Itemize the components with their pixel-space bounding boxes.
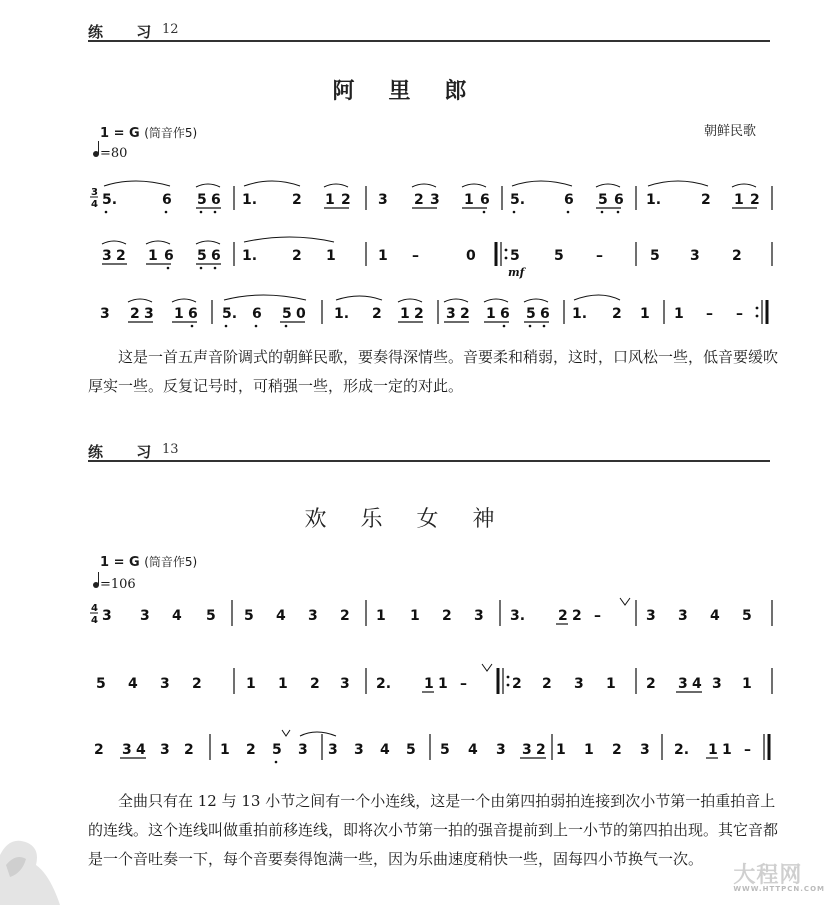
song-title-ode-to-joy: 欢乐女神 <box>304 507 529 532</box>
note: 6 <box>614 192 624 208</box>
exercise-13-description: 全曲只有在 12 与 13 小节之间有一个小连线，这是一个由第四拍弱拍连接到次小节第一拍重拍音上的连线。这个连线叫做重拍前移连线，即将次小节第一拍的强音提前到上一小节的第四拍出现。其它音都是一个音吐奏一下，每个音要奏得饱满一些，因为乐曲速度稍快一些，固每四小节换气一次。 <box>88 792 779 868</box>
notation-svg <box>90 596 775 636</box>
note: 3 <box>640 742 650 758</box>
note: 1 <box>278 676 288 692</box>
note: 3 <box>378 192 388 208</box>
staff-line <box>90 234 775 279</box>
slurs <box>128 295 620 302</box>
notation-svg <box>90 234 775 278</box>
note: 1 <box>606 676 616 692</box>
note: 5 <box>244 608 254 624</box>
note: 2. <box>376 676 392 692</box>
tempo-value: =106 <box>100 577 136 592</box>
note: 5 <box>406 742 416 758</box>
note: 1 <box>410 608 420 624</box>
tie <box>300 732 336 736</box>
key-text: 1 = G <box>100 126 140 141</box>
note: – <box>744 742 751 758</box>
note: 1 <box>400 306 410 322</box>
note: 1 <box>246 676 256 692</box>
note: 4 <box>276 608 286 624</box>
slurs <box>102 237 334 244</box>
note: 2 <box>292 192 302 208</box>
note: 3 <box>574 676 584 692</box>
note: 2 <box>341 192 351 208</box>
note: 2 <box>732 248 742 264</box>
note: 1. <box>242 248 258 264</box>
note: 5 <box>742 608 752 624</box>
note: 1 <box>464 192 474 208</box>
notation-svg <box>90 664 775 704</box>
note: – <box>596 248 603 264</box>
note: 6 <box>564 192 574 208</box>
note: 0 <box>466 248 476 264</box>
note: 2 <box>572 608 582 624</box>
note: 6 <box>252 306 262 322</box>
note: 0 <box>296 306 306 322</box>
note: 1 <box>220 742 230 758</box>
note: 5 <box>526 306 536 322</box>
exercise-label: 练 习 <box>88 23 166 41</box>
note: 4 <box>128 676 138 692</box>
tempo-marking <box>93 577 136 592</box>
note: 2. <box>674 742 690 758</box>
note: 2 <box>512 676 522 692</box>
note: 1. <box>334 306 350 322</box>
staff-line <box>90 596 775 636</box>
note: – <box>460 676 467 692</box>
note: 4 <box>710 608 720 624</box>
note: 6 <box>188 306 198 322</box>
exercise-12-description: 这是一首五声音阶调式的朝鲜民歌，要奏得深情些。音要柔和稍弱，这时，口风松一些，低音要缓吹厚实一些。反复记号时，可稍强一些，形成一定的对此。 <box>88 348 779 395</box>
header-rule <box>88 460 770 462</box>
note: 3 <box>122 742 132 758</box>
breath-mark <box>620 598 630 605</box>
note: 3 <box>160 742 170 758</box>
note: – <box>736 306 743 322</box>
note: 2 <box>340 608 350 624</box>
staff-line <box>90 664 775 704</box>
time-sig-top: 4 <box>91 603 98 614</box>
note: 3 <box>102 248 112 264</box>
exercise-13-header <box>88 441 770 459</box>
watermark <box>733 858 825 893</box>
key-signature <box>100 124 197 141</box>
tempo-value: =80 <box>100 146 128 161</box>
note: 3 <box>646 608 656 624</box>
note: 3 <box>298 742 308 758</box>
note: 3 <box>328 742 338 758</box>
song-title-arirang: 阿里郎 <box>332 79 501 104</box>
exercise-number: 13 <box>162 442 179 457</box>
notation-svg <box>90 730 775 770</box>
note: 5 <box>554 248 564 264</box>
note: 1 <box>325 192 335 208</box>
note: 1 <box>376 608 386 624</box>
key-text: 1 = G <box>100 555 140 570</box>
note: 1 <box>742 676 752 692</box>
note: 4 <box>136 742 146 758</box>
note: 6 <box>211 248 221 264</box>
composer: 朝鲜民歌 <box>704 124 757 139</box>
watermark-text: 大程网 <box>733 863 803 888</box>
note: 5 <box>510 248 520 264</box>
breath-mark <box>282 730 290 736</box>
note: – <box>412 248 419 264</box>
note: 1. <box>242 192 258 208</box>
note: 3 <box>102 608 112 624</box>
note: 6 <box>540 306 550 322</box>
note: 2 <box>372 306 382 322</box>
note: 2 <box>558 608 568 624</box>
music-notes <box>102 186 772 210</box>
note: 1 <box>326 248 336 264</box>
key-signature <box>100 553 197 570</box>
note: 6 <box>162 192 172 208</box>
watermark-sub: WWW.HTTPCN.COM <box>733 885 825 893</box>
note: 1. <box>646 192 662 208</box>
exercise-label: 练 习 <box>88 443 166 461</box>
note: 1 <box>424 676 434 692</box>
note: 2 <box>116 248 126 264</box>
note: 5. <box>102 192 118 208</box>
tempo-marking <box>93 146 127 161</box>
note: 2 <box>310 676 320 692</box>
note: 3 <box>308 608 318 624</box>
notation-svg <box>90 292 775 332</box>
note: 1 <box>438 676 448 692</box>
note: 3 <box>522 742 532 758</box>
slurs <box>104 181 756 187</box>
note: 4 <box>172 608 182 624</box>
note: 2 <box>542 676 552 692</box>
octave-dots <box>191 325 546 328</box>
exercise-number: 12 <box>162 22 179 37</box>
octave-dots <box>105 211 620 214</box>
note: 6 <box>211 192 221 208</box>
note: 4 <box>692 676 702 692</box>
notation-svg <box>90 176 775 216</box>
note: 6 <box>480 192 490 208</box>
note: 1 <box>556 742 566 758</box>
note: 3 <box>160 676 170 692</box>
note: 5 <box>197 248 207 264</box>
staff-line <box>90 292 775 332</box>
note: 1 <box>486 306 496 322</box>
note: 5 <box>440 742 450 758</box>
time-sig-bottom: 4 <box>91 199 98 210</box>
note: 1. <box>572 306 588 322</box>
note: 1 <box>734 192 744 208</box>
note: 5 <box>197 192 207 208</box>
music-notes <box>102 242 772 279</box>
note: 2 <box>612 742 622 758</box>
note: 1 <box>584 742 594 758</box>
note: 2 <box>94 742 104 758</box>
note: – <box>594 608 601 624</box>
music-notes <box>100 300 767 324</box>
note: 5. <box>510 192 526 208</box>
note: 5 <box>272 742 282 758</box>
note: 1 <box>640 306 650 322</box>
note: 5 <box>282 306 292 322</box>
note: 1 <box>674 306 684 322</box>
note: 2 <box>192 676 202 692</box>
note: 3 <box>144 306 154 322</box>
time-sig-top: 3 <box>91 187 98 198</box>
quarter-note-icon <box>93 151 99 157</box>
note: 5 <box>598 192 608 208</box>
music-notes <box>102 598 772 626</box>
note: 2 <box>750 192 760 208</box>
note: 1 <box>722 742 732 758</box>
decorative-figure-icon <box>0 815 80 905</box>
note: 3 <box>446 306 456 322</box>
dynamic-mf: mf <box>508 266 525 279</box>
note: – <box>706 306 713 322</box>
note: 3 <box>496 742 506 758</box>
note: 2 <box>460 306 470 322</box>
note: 5 <box>650 248 660 264</box>
note: 2 <box>130 306 140 322</box>
note: 3 <box>354 742 364 758</box>
note: 1 <box>148 248 158 264</box>
note: 3 <box>430 192 440 208</box>
header-rule <box>88 40 770 42</box>
note: 3 <box>690 248 700 264</box>
note: 5. <box>222 306 238 322</box>
key-note: (筒音作5) <box>144 126 198 140</box>
staff-line <box>90 730 775 770</box>
note: 2 <box>414 192 424 208</box>
key-note: (筒音作5) <box>144 555 198 569</box>
note: 1 <box>378 248 388 264</box>
breath-mark <box>482 664 492 671</box>
note: 2 <box>442 608 452 624</box>
note: 3 <box>678 676 688 692</box>
octave-dot <box>275 761 278 764</box>
note: 1 <box>708 742 718 758</box>
note: 3 <box>100 306 110 322</box>
note: 2 <box>184 742 194 758</box>
music-notes <box>96 664 772 694</box>
staff-line <box>90 176 775 216</box>
note: 2 <box>612 306 622 322</box>
note: 3 <box>474 608 484 624</box>
note: 3. <box>510 608 526 624</box>
note: 3 <box>712 676 722 692</box>
note: 2 <box>292 248 302 264</box>
time-sig-bottom: 4 <box>91 615 98 626</box>
note: 5 <box>206 608 216 624</box>
note: 1 <box>174 306 184 322</box>
exercise-12-header <box>88 21 770 39</box>
note: 2 <box>646 676 656 692</box>
note: 2 <box>701 192 711 208</box>
note: 2 <box>536 742 546 758</box>
note: 4 <box>380 742 390 758</box>
note: 2 <box>246 742 256 758</box>
note: 6 <box>500 306 510 322</box>
note: 2 <box>414 306 424 322</box>
note: 3 <box>678 608 688 624</box>
music-notes <box>94 730 769 760</box>
note: 5 <box>96 676 106 692</box>
note: 3 <box>140 608 150 624</box>
note: 4 <box>468 742 478 758</box>
note: 3 <box>340 676 350 692</box>
quarter-note-icon <box>93 582 99 588</box>
octave-dots <box>167 267 217 270</box>
note: 6 <box>164 248 174 264</box>
